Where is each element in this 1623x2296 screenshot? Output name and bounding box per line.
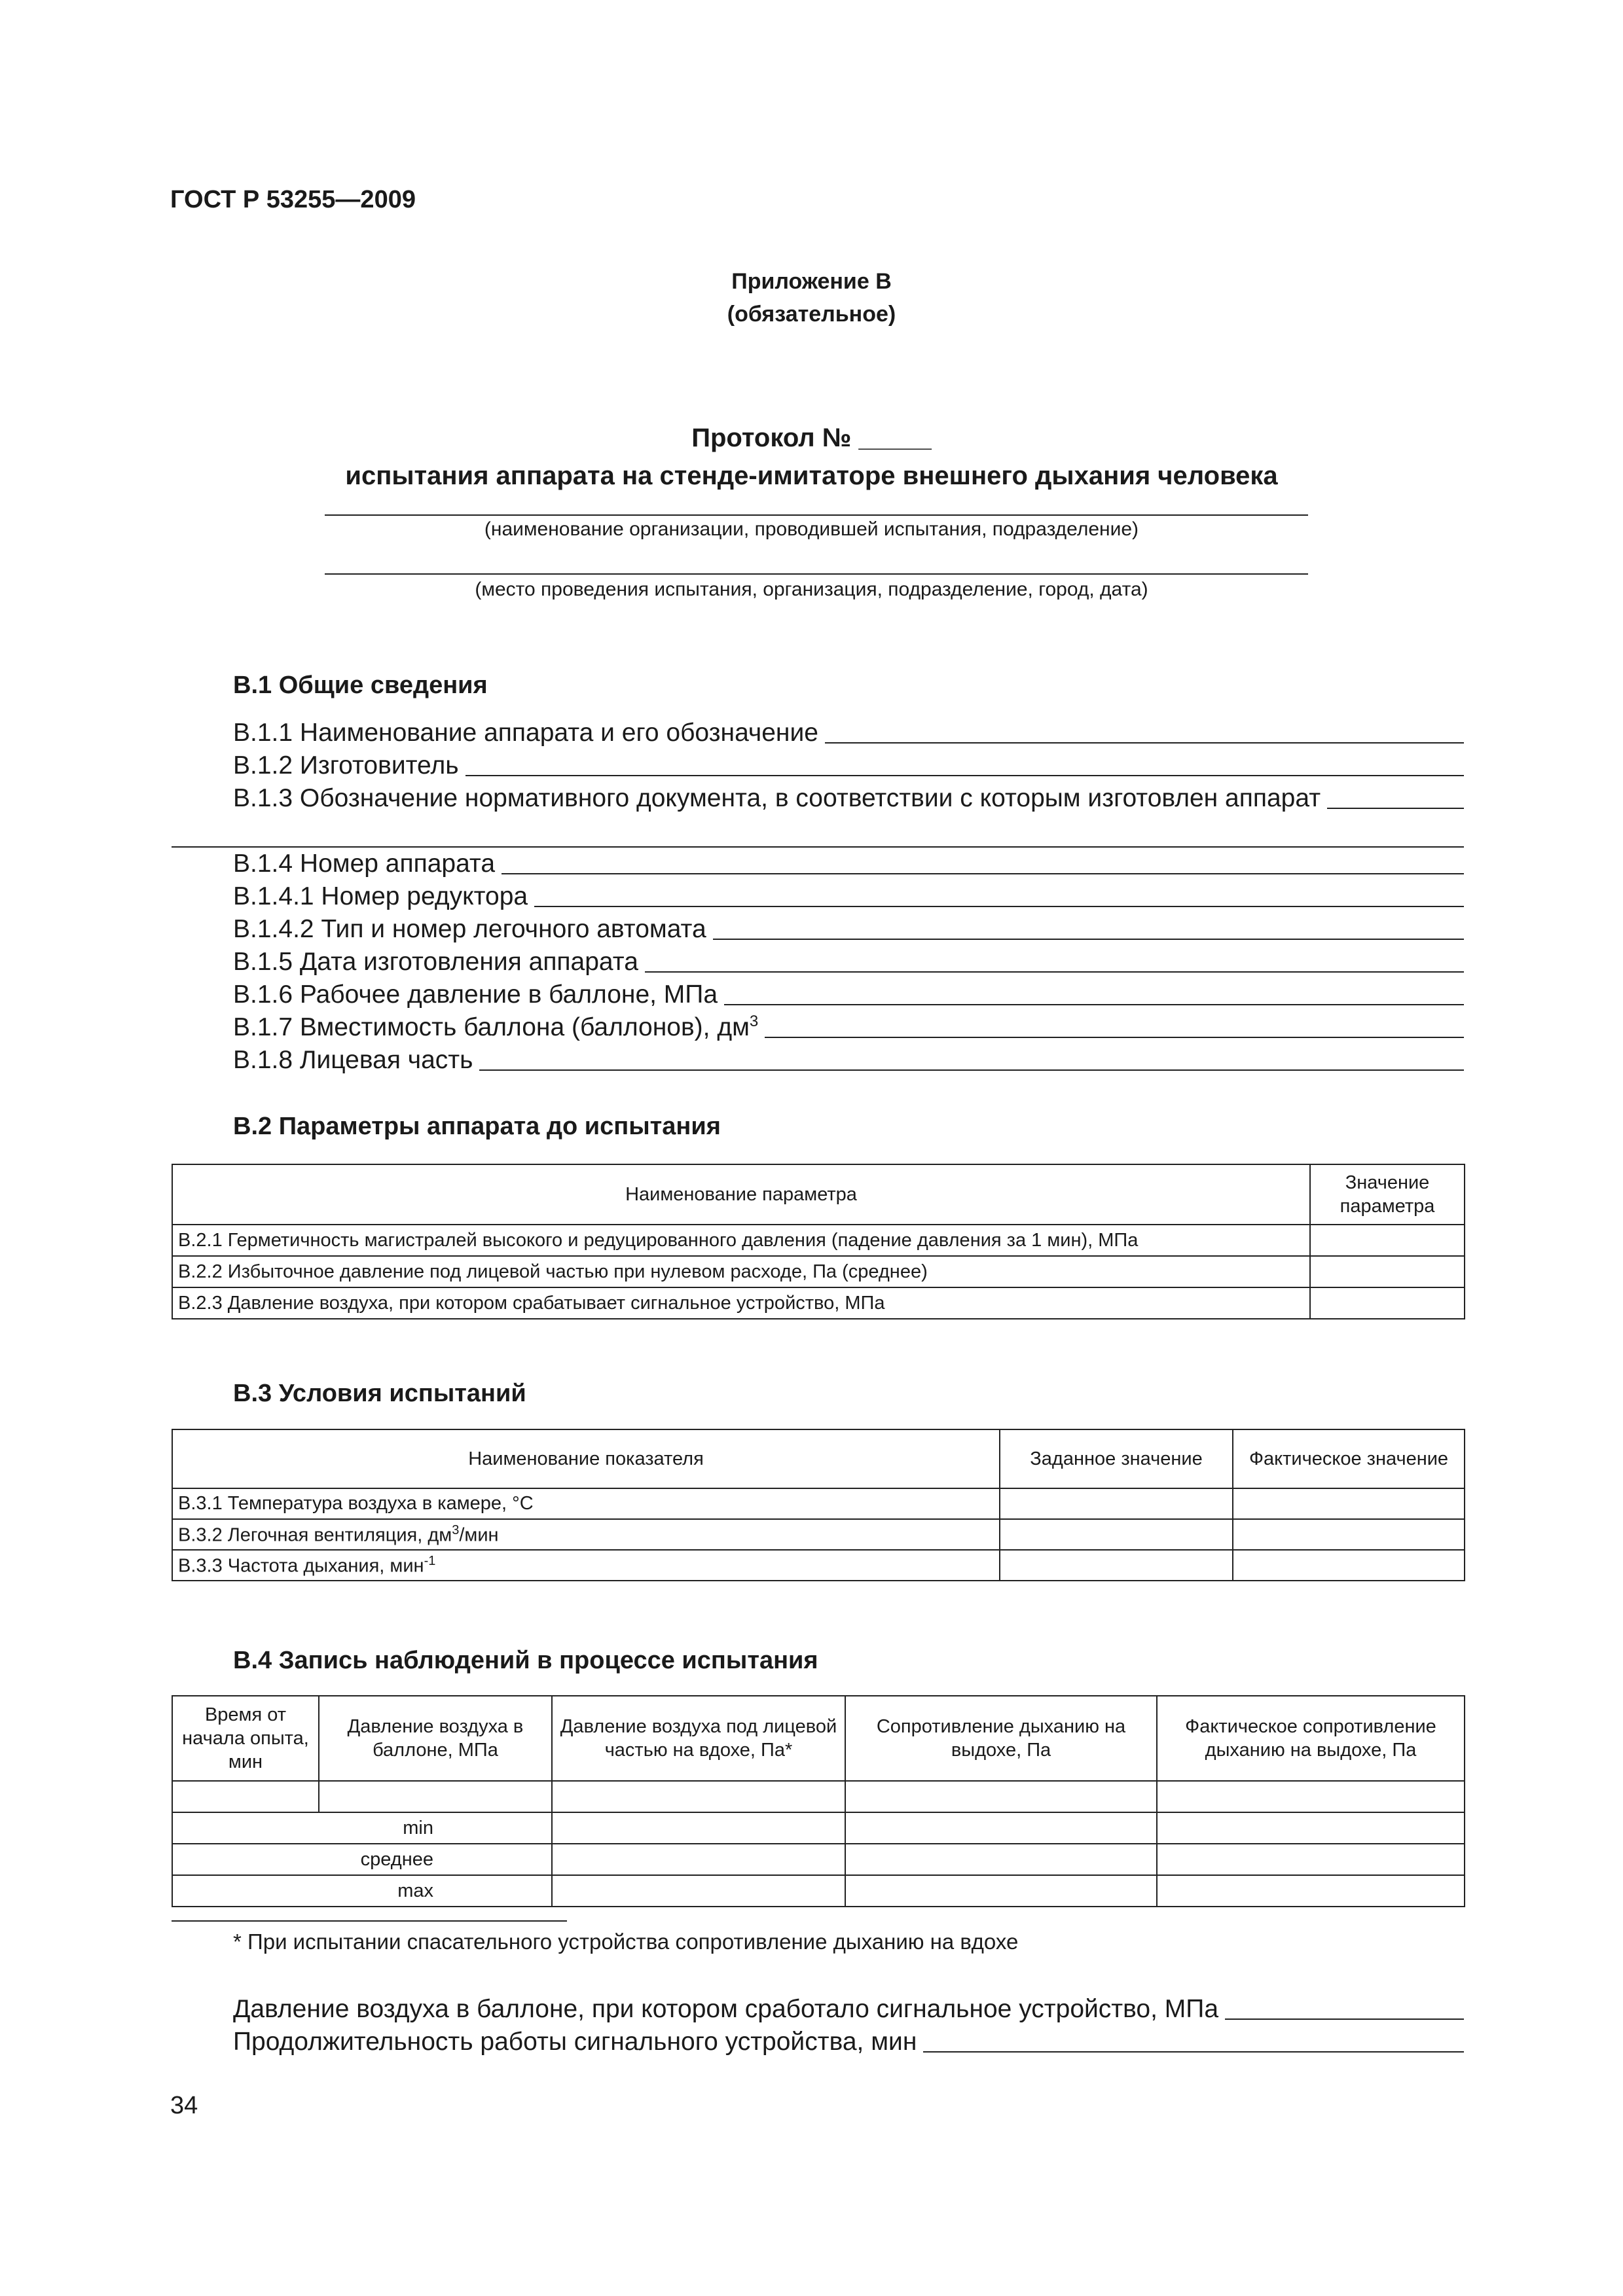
appendix-header — [0, 265, 1623, 331]
row-label — [172, 1519, 1000, 1550]
column-header: Наименование параметра — [172, 1164, 1310, 1225]
fill-line[interactable] — [534, 906, 1464, 907]
table-row — [172, 1519, 1465, 1550]
table-header-row — [172, 1164, 1465, 1225]
column-header: Сопротивление дыханию на выдохе, Па — [845, 1696, 1157, 1781]
superscript: -1 — [424, 1553, 436, 1568]
data-cell[interactable] — [1157, 1844, 1465, 1875]
value-cell[interactable] — [1310, 1287, 1465, 1319]
footnote-separator — [172, 1920, 567, 1922]
data-cell[interactable] — [1157, 1875, 1465, 1907]
org-caption: (наименование организации, проводившей испытания, подразделение) — [484, 518, 1139, 540]
protocol-title — [0, 419, 1623, 495]
fill-line[interactable] — [713, 939, 1464, 940]
summary-label: max — [172, 1875, 552, 1907]
field-label: В.1.6 Рабочее давление в баллоне, МПа — [233, 980, 718, 1009]
fill-line[interactable] — [465, 775, 1464, 776]
data-cell[interactable] — [552, 1812, 845, 1844]
row-label-text: В.3.2 Легочная вентиляция, дм — [178, 1524, 452, 1546]
field-label: В.1.2 Изготовитель — [233, 751, 459, 780]
field-label: В.1.8 Лицевая часть — [233, 1046, 473, 1074]
page-number: 34 — [170, 2092, 198, 2119]
value-cell[interactable] — [1310, 1256, 1465, 1287]
fill-line[interactable] — [765, 1037, 1464, 1038]
protocol-subject-line: испытания аппарата на стенде-имитаторе внешнего дыхания человека — [345, 461, 1278, 490]
field-label: В.1.3 Обозначение нормативного документа, в соответствии с которым изготовлен аппарат — [233, 784, 1321, 812]
table-row — [172, 1287, 1465, 1319]
actual-value-cell[interactable] — [1233, 1550, 1465, 1581]
actual-value-cell[interactable] — [1233, 1519, 1465, 1550]
summary-row-min — [172, 1812, 1465, 1844]
field-label — [233, 1013, 758, 1042]
superscript: 3 — [749, 1013, 759, 1030]
org-fill-line[interactable] — [325, 514, 1308, 516]
field-b1-4-1[interactable] — [233, 878, 1464, 911]
column-header: Значение параметра — [1310, 1164, 1465, 1225]
field-b1-6[interactable] — [233, 977, 1464, 1009]
field-label: В.1.4.1 Номер редуктора — [233, 882, 528, 910]
protocol-number-line: Протокол № _____ — [691, 423, 932, 452]
table-row — [172, 1225, 1465, 1256]
column-header: Давление воздуха под лицевой частью на вдохе, Па* — [552, 1696, 845, 1781]
field-signal-pressure[interactable] — [233, 1991, 1464, 2024]
row-label — [172, 1550, 1000, 1581]
section-b3-heading: В.3 Условия испытаний — [233, 1380, 526, 1407]
summary-label: среднее — [172, 1844, 552, 1875]
data-cell[interactable] — [552, 1844, 845, 1875]
column-header: Наименование показателя — [172, 1429, 1000, 1488]
field-label: Продолжительность работы сигнального устройства, мин — [233, 2028, 917, 2056]
conditions-table — [172, 1429, 1465, 1581]
data-cell[interactable] — [845, 1812, 1157, 1844]
data-cell[interactable] — [845, 1781, 1157, 1812]
section-b1-heading: В.1 Общие сведения — [233, 672, 488, 699]
fill-line[interactable] — [1327, 808, 1464, 809]
actual-value-cell[interactable] — [1233, 1488, 1465, 1519]
field-label: В.1.1 Наименование аппарата и его обозначение — [233, 719, 818, 747]
section-b2-heading: В.2 Параметры аппарата до испытания — [233, 1113, 721, 1140]
row-label-text: В.3.3 Частота дыхания, мин — [178, 1555, 424, 1577]
summary-label: min — [172, 1812, 552, 1844]
observations-table — [172, 1695, 1465, 1907]
field-b1-3[interactable] — [233, 780, 1464, 813]
field-b1-4[interactable] — [233, 846, 1464, 878]
data-cell[interactable] — [172, 1781, 319, 1812]
fill-line[interactable] — [724, 1004, 1464, 1005]
place-fill-line[interactable] — [325, 573, 1308, 575]
row-label: В.3.1 Температура воздуха в камере, °С — [172, 1488, 1000, 1519]
column-header: Время от начала опыта, мин — [172, 1696, 319, 1781]
fill-line[interactable] — [923, 2051, 1464, 2053]
field-b1-8[interactable] — [233, 1042, 1464, 1075]
field-b1-1[interactable] — [233, 715, 1464, 747]
fill-line[interactable] — [1225, 2018, 1464, 2020]
footnote: * При испытании спасательного устройства сопротивление дыханию на вдохе — [233, 1929, 1019, 1954]
data-cell[interactable] — [845, 1844, 1157, 1875]
appendix-status: (обязательное) — [727, 302, 896, 327]
column-header: Заданное значение — [1000, 1429, 1233, 1488]
field-label: Давление воздуха в баллоне, при котором сработало сигнальное устройство, МПа — [233, 1995, 1219, 2023]
value-cell[interactable] — [1310, 1225, 1465, 1256]
field-b1-2[interactable] — [233, 747, 1464, 780]
field-label: В.1.4.2 Тип и номер легочного автомата — [233, 915, 706, 943]
column-header: Фактическое значение — [1233, 1429, 1465, 1488]
column-header: Фактическое сопротивление дыханию на выдохе, Па — [1157, 1696, 1465, 1781]
set-value-cell[interactable] — [1000, 1519, 1233, 1550]
field-b1-7[interactable] — [233, 1009, 1464, 1042]
row-label: В.2.1 Герметичность магистралей высокого и редуцированного давления (падение давления за 1 мин), МПа — [172, 1225, 1310, 1256]
data-cell[interactable] — [1157, 1812, 1465, 1844]
row-label: В.2.3 Давление воздуха, при котором срабатывает сигнальное устройство, МПа — [172, 1287, 1310, 1319]
parameters-table — [172, 1164, 1465, 1319]
field-label: В.1.4 Номер аппарата — [233, 850, 496, 878]
data-cell[interactable] — [552, 1875, 845, 1907]
set-value-cell[interactable] — [1000, 1488, 1233, 1519]
field-b1-5[interactable] — [233, 944, 1464, 977]
place-caption: (место проведения испытания, организация, подразделение, город, дата) — [475, 579, 1148, 600]
data-cell[interactable] — [845, 1875, 1157, 1907]
table-row — [172, 1550, 1465, 1581]
table-row — [172, 1781, 1465, 1812]
fill-line[interactable] — [479, 1069, 1464, 1071]
column-header: Давление воздуха в баллоне, МПа — [319, 1696, 552, 1781]
superscript: 3 — [452, 1522, 460, 1537]
appendix-title: Приложение В — [731, 269, 892, 294]
section-b4-heading: В.4 Запись наблюдений в процессе испытания — [233, 1647, 818, 1674]
fill-line[interactable] — [825, 742, 1464, 744]
summary-row-mean — [172, 1844, 1465, 1875]
standard-code: ГОСТ Р 53255—2009 — [170, 186, 416, 213]
field-label-text: В.1.7 Вместимость баллона (баллонов), дм — [233, 1013, 750, 1041]
data-cell[interactable] — [319, 1781, 552, 1812]
row-label-unit: /мин — [459, 1524, 499, 1546]
table-row — [172, 1256, 1465, 1287]
row-label: В.2.2 Избыточное давление под лицевой частью при нулевом расходе, Па (среднее) — [172, 1256, 1310, 1287]
field-b1-4-2[interactable] — [233, 911, 1464, 944]
field-label: В.1.5 Дата изготовления аппарата — [233, 948, 638, 976]
set-value-cell[interactable] — [1000, 1550, 1233, 1581]
fill-line[interactable] — [501, 873, 1464, 874]
table-row — [172, 1488, 1465, 1519]
data-cell[interactable] — [1157, 1781, 1465, 1812]
field-signal-duration[interactable] — [233, 2024, 1464, 2056]
summary-row-max — [172, 1875, 1465, 1907]
table-header-row — [172, 1429, 1465, 1488]
table-header-row — [172, 1696, 1465, 1781]
fill-line[interactable] — [645, 971, 1464, 973]
data-cell[interactable] — [552, 1781, 845, 1812]
